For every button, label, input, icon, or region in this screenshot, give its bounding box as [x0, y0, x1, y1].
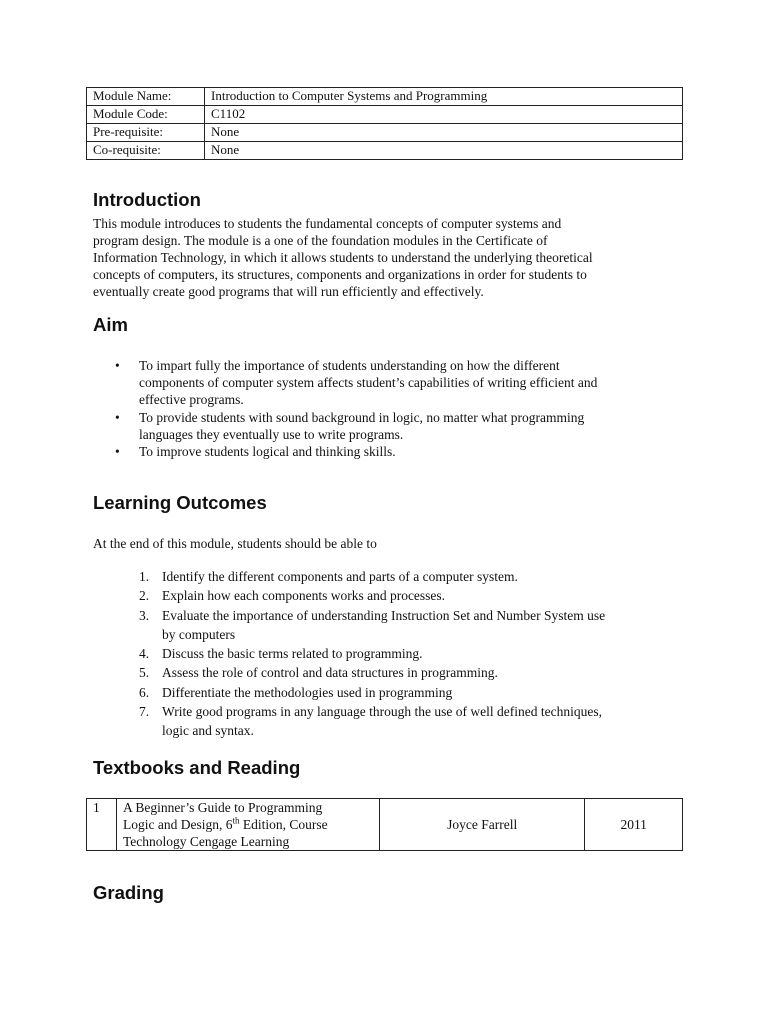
paragraph-line: eventually create good programs that will run efficiently and effectively.	[93, 284, 484, 299]
module-info-row	[87, 124, 683, 142]
outcome-number: 4.	[139, 646, 150, 662]
outcome-line: Explain how each components works and processes.	[162, 588, 446, 604]
module-info-row	[87, 142, 683, 160]
learning-outcomes-intro: At the end of this module, students should be able to	[93, 536, 377, 551]
module-info-value: None	[205, 142, 683, 160]
textbooks-heading: Textbooks and Reading	[93, 757, 301, 778]
outcome-line: Assess the role of control and data structures in programming.	[162, 665, 498, 681]
outcome-number: 3.	[139, 607, 150, 623]
textbook-title-line: Logic and Design, 6	[123, 817, 233, 832]
module-info-row	[87, 106, 683, 124]
outcome-number: 2.	[139, 588, 150, 604]
module-info-key: Module Name:	[87, 88, 205, 106]
outcome-line: Identify the different components and parts of a computer system.	[162, 569, 518, 584]
aim-item	[93, 409, 683, 443]
textbook-title	[117, 799, 380, 851]
aim-item-line: effective programs.	[139, 392, 244, 408]
outcome-item	[93, 606, 683, 645]
outcome-number: 1.	[139, 569, 150, 584]
module-info-key: Module Code:	[87, 106, 205, 124]
outcome-item	[93, 586, 683, 605]
textbooks-table	[86, 798, 683, 851]
outcome-number: 7.	[139, 704, 150, 720]
outcome-line: Differentiate the methodologies used in programming	[162, 684, 453, 700]
module-info-value: None	[205, 124, 683, 142]
module-info-key: Co-requisite:	[87, 142, 205, 160]
module-info-row	[87, 88, 683, 106]
aim-heading: Aim	[93, 314, 128, 335]
outcome-item	[93, 663, 683, 682]
aim-item	[93, 357, 683, 409]
module-info-table	[86, 87, 683, 160]
textbook-author: Joyce Farrell	[380, 799, 585, 851]
outcome-item	[93, 702, 683, 741]
outcome-line: Evaluate the importance of understanding Instruction Set and Number System use	[162, 607, 606, 623]
aim-item-line: To improve students logical and thinking skills.	[139, 444, 396, 460]
outcome-number: 6.	[139, 684, 150, 700]
outcome-line: Discuss the basic terms related to programming.	[162, 646, 423, 662]
edition-superscript: th	[232, 815, 240, 826]
outcome-item	[93, 567, 683, 586]
textbook-number: 1	[87, 799, 117, 851]
aim-list	[93, 357, 683, 460]
textbook-year: 2011	[585, 799, 683, 851]
outcome-line: by computers	[162, 626, 236, 642]
introduction-heading: Introduction	[93, 189, 201, 210]
introduction-paragraph	[93, 215, 683, 300]
paragraph-line: Information Technology, in which it allows students to understand the underlying theoretical	[93, 250, 593, 265]
aim-item	[93, 443, 683, 460]
bullet-icon: •	[115, 358, 120, 373]
outcome-number: 5.	[139, 665, 150, 681]
module-info-value: Introduction to Computer Systems and Programming	[205, 88, 683, 106]
learning-outcomes-list	[93, 567, 683, 741]
bullet-icon: •	[115, 444, 120, 460]
outcome-line: Write good programs in any language through the use of well defined techniques,	[162, 704, 602, 720]
module-info-key: Pre-requisite:	[87, 124, 205, 142]
textbook-row	[87, 799, 683, 851]
learning-outcomes-heading: Learning Outcomes	[93, 492, 267, 513]
aim-item-line: languages they eventually use to write programs.	[139, 426, 404, 442]
aim-item-line: To impart fully the importance of students understanding on how the different	[139, 358, 560, 373]
grading-heading: Grading	[93, 882, 164, 903]
paragraph-line: concepts of computers, its structures, components and organizations in order for students to	[93, 267, 587, 282]
bullet-icon: •	[115, 409, 120, 425]
paragraph-line: This module introduces to students the fundamental concepts of computer systems and	[93, 216, 562, 231]
outcome-item	[93, 683, 683, 702]
outcome-item	[93, 644, 683, 663]
textbook-title-line: Edition, Course	[239, 817, 328, 832]
paragraph-line: program design. The module is a one of the foundation modules in the Certificate of	[93, 233, 548, 248]
outcome-line: logic and syntax.	[162, 723, 254, 739]
aim-item-line: components of computer system affects student’s capabilities of writing efficient and	[139, 375, 598, 391]
textbook-title-line: Technology Cengage Learning	[123, 834, 290, 849]
textbook-title-line: A Beginner’s Guide to Programming	[123, 800, 323, 815]
module-info-value: C1102	[205, 106, 683, 124]
aim-item-line: To provide students with sound background in logic, no matter what programming	[139, 409, 585, 425]
